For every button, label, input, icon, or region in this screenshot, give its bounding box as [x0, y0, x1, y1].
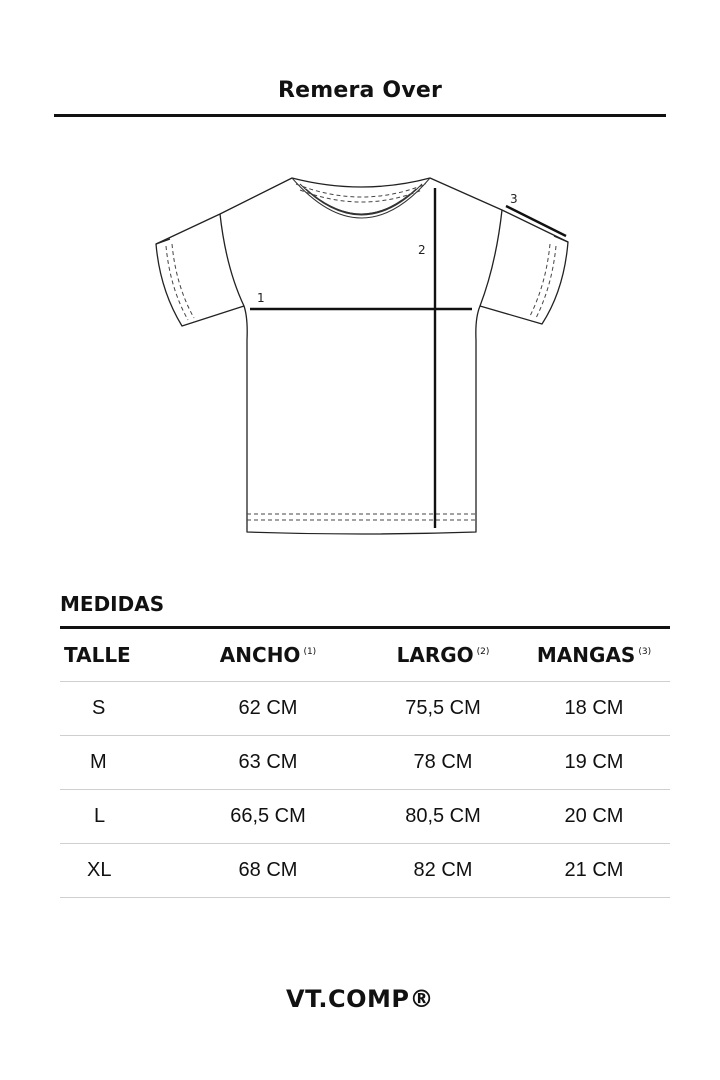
cell-mangas: 18 CM: [518, 682, 670, 736]
stitching: [166, 184, 556, 520]
title-divider: [54, 114, 666, 117]
size-table: [60, 629, 670, 898]
table-row: [60, 790, 670, 844]
cell-mangas: 20 CM: [518, 790, 670, 844]
cell-ancho: 68 CM: [168, 844, 368, 898]
section-heading: MEDIDAS: [60, 592, 165, 616]
tshirt-outline: [156, 178, 568, 534]
table-row: [60, 736, 670, 790]
header-mangas: MANGAS $^{(3)}$: [536, 643, 652, 667]
cell-size: S: [60, 682, 168, 736]
cell-largo: 78 CM: [368, 736, 518, 790]
cell-largo: 75,5 CM: [368, 682, 518, 736]
cell-size: M: [60, 736, 168, 790]
cell-ancho: 66,5 CM: [168, 790, 368, 844]
cell-largo: 80,5 CM: [368, 790, 518, 844]
header-ref-3: (3): [638, 647, 652, 657]
measure-label-1: 1: [257, 291, 265, 305]
header-talle: TALLE: [64, 643, 131, 667]
header-ref-2: (2): [476, 647, 490, 657]
measure-line-sleeve: [506, 206, 566, 236]
cell-size: L: [60, 790, 168, 844]
cell-largo: 82 CM: [368, 844, 518, 898]
measure-label-2: 2: [418, 243, 426, 257]
page-title: Remera Over: [277, 78, 443, 103]
table-row: [60, 844, 670, 898]
header-largo: LARGO $^{(2)}$: [396, 643, 490, 667]
header-ancho: ANCHO $^{(1)}$: [219, 643, 317, 667]
table-header-row: [60, 629, 670, 682]
brand-logo: VT.COMP®: [286, 985, 434, 1013]
cell-size: XL: [60, 844, 168, 898]
table-row: [60, 682, 670, 736]
cell-ancho: 63 CM: [168, 736, 368, 790]
measure-label-3: 3: [510, 192, 518, 206]
tshirt-diagram: [0, 150, 720, 550]
collar: [292, 178, 430, 218]
cell-mangas: 21 CM: [518, 844, 670, 898]
header-ref-1: (1): [303, 647, 317, 657]
cell-ancho: 62 CM: [168, 682, 368, 736]
cell-mangas: 19 CM: [518, 736, 670, 790]
